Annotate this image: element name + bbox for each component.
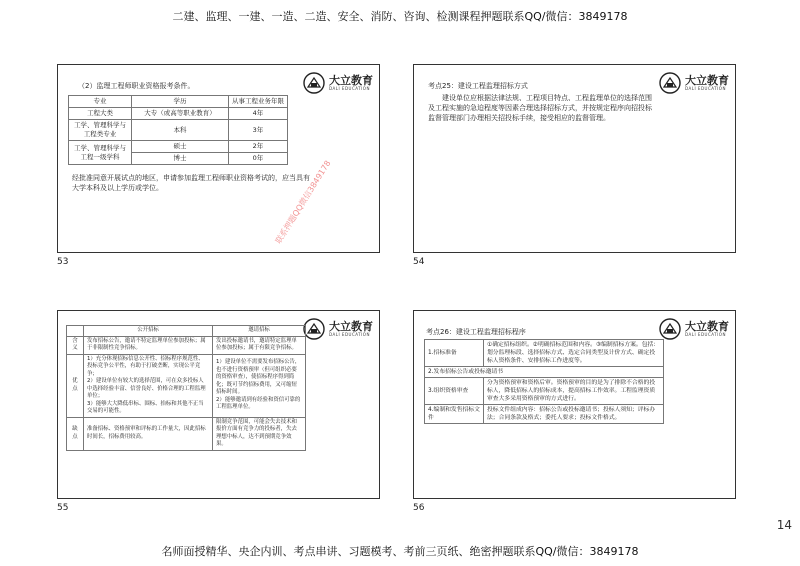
table-header: 公开招标 [84,326,213,337]
row-label: 缺点 [67,417,84,450]
logo-name: 大立教育 [329,319,373,333]
slide-heading: 考点26：建设工程监理招标程序 [426,328,526,336]
table-row [425,340,664,367]
table-cell: 工学、管理科学与工程一级学科 [69,141,132,165]
table-cell: 发布招标公告，邀请不特定监理单位参加投标；属于非限制性竞争招标。 [84,336,213,354]
table-row [425,378,664,405]
table-cell: 限制竞争范围，可能会失去技术和报价方面有竞争力的投标者，失去理想中标人，达不到预期竞争效果。 [213,417,306,450]
step-label: 4.编制和发售招标文件 [425,405,484,424]
step-label: 3.组织资格审查 [425,378,484,405]
table-row [425,405,664,424]
slide-56 [413,310,736,499]
table-row [67,354,306,417]
watermark: 联系押题QQ微信3849178 [273,158,333,246]
logo [659,72,729,94]
table-header: 学历 [132,96,229,108]
page-number: 56 [413,503,425,513]
table-cell: 0年 [229,153,288,165]
table-row [69,108,288,120]
slide-55 [57,310,380,499]
step-detail: 分为资格预审和资格后审。资格预审的目的是为了排除不合格的投标人，降低招标人的招标成本，提高招标工作效率。工程监理资质审查大多采用资格预审的方式进行。 [484,378,664,405]
procedure-table [424,339,664,424]
step-detail: 投标文件组成内容：招标公告或投标邀请书；投标人须知；评标办法；合同条款及格式；委托人要求；投标文件格式。 [484,405,664,424]
logo-emblem-icon [659,72,681,94]
step-detail: ①确定招标组织。②明确招标范围和内容。③编制招标方案。包括：划分监理标段、选择招标方式、选定合同类型及计价方式、确定投标人资格条件、安排招标工作进度等。 [484,340,664,367]
step-label: 2.发布招标公告或投标邀请书 [425,367,664,378]
logo-emblem-icon [659,318,681,340]
slide-53 [57,64,380,253]
table-cell: 工学、管理科学与工程类专业 [69,120,132,141]
table-cell: 大专（或高等职业教育） [132,108,229,120]
row-label: 优点 [67,354,84,417]
row-label: 含义 [67,336,84,354]
table-cell: 准备招标、资格预审和评标的工作量大，因此招标时间长，招标费用较高。 [84,417,213,450]
table-row [67,417,306,450]
table-cell: 发出投标邀请书，邀请特定监理单位参加投标；属于有限竞争招标。 [213,336,306,354]
step-label: 1.招标准备 [425,340,484,367]
sheet-number: 14 [776,518,792,532]
table-cell: 3年 [229,120,288,141]
page-number: 53 [57,257,69,267]
logo-name-en: DALI EDUCATION [685,85,726,91]
logo-name: 大立教育 [685,73,729,87]
table-header: 从事工程业务年限 [229,96,288,108]
table-cell: 2年 [229,141,288,153]
logo [303,318,373,340]
logo-name-en: DALI EDUCATION [329,85,370,91]
logo [303,72,373,94]
table-cell: 工程大类 [69,108,132,120]
table-cell: 1）充分体现招标信息公开性、招标程序规范性、投标竞争公平性，有助于打破垄断，实现公平竞争； 2）建设单位有较大的选择范围，可在众多投标人中选择经验丰富、信誉良好、价格合理的工程监理单位； 3）能够大大降低串标、围标、抬标和其他不正当交易的可能性。 [84,354,213,417]
table-cell: 4年 [229,108,288,120]
table-header-blank [67,326,84,337]
logo-emblem-icon [303,318,325,340]
slide-54 [413,64,736,253]
header-banner: 二建、监理、一建、一造、二造、安全、消防、咨询、检测课程押题联系QQ/微信：3849178 [172,10,628,23]
table-row [67,336,306,354]
logo-name-en: DALI EDUCATION [685,331,726,337]
table-cell: 硕士 [132,141,229,153]
table-cell: 1）建设单位不需要发布招标公告，也不进行资格预审（但可组织必要的资格审查），使招标程序得到简化；既可节约招标费用，又可缩短招标时间。 2）能够邀请到有经验和资信可靠的工程监理单位。 [213,354,306,417]
logo [659,318,729,340]
logo-name: 大立教育 [685,319,729,333]
logo-emblem-icon [303,72,325,94]
table-cell: 本科 [132,120,229,141]
slide-heading: 考点25：建设工程监理招标方式 [428,82,528,90]
logo-name-en: DALI EDUCATION [329,331,370,337]
table-row [425,367,664,378]
table-row [69,120,288,141]
table-row [69,141,288,153]
slide-heading: （2）监理工程师职业资格报考条件。 [78,82,195,90]
table-header: 邀请招标 [213,326,306,337]
requirements-table [68,95,288,165]
page-number: 55 [57,503,69,513]
page-number: 54 [413,257,425,267]
slide-note: 经批准同意开展试点的地区，申请参加监理工程师职业资格考试的，应当具有大学本科及以上学历或学位。 [72,174,310,192]
table-header: 专业 [69,96,132,108]
comparison-table [66,325,306,451]
table-cell: 博士 [132,153,229,165]
logo-name: 大立教育 [329,73,373,87]
slide-body: 建设单位应根据法律法规、工程项目特点、工程监理单位的选择范围及工程实施的急迫程度等因素合理选择招标方式，并按规定程序向招投标监督管理部门办理相关招投标手续，接受相应的监督管理。 [428,94,652,122]
footer-banner: 名师面授精华、央企内训、考点串讲、习题模考、考前三页纸、绝密押题联系QQ/微信：3849178 [161,545,639,558]
